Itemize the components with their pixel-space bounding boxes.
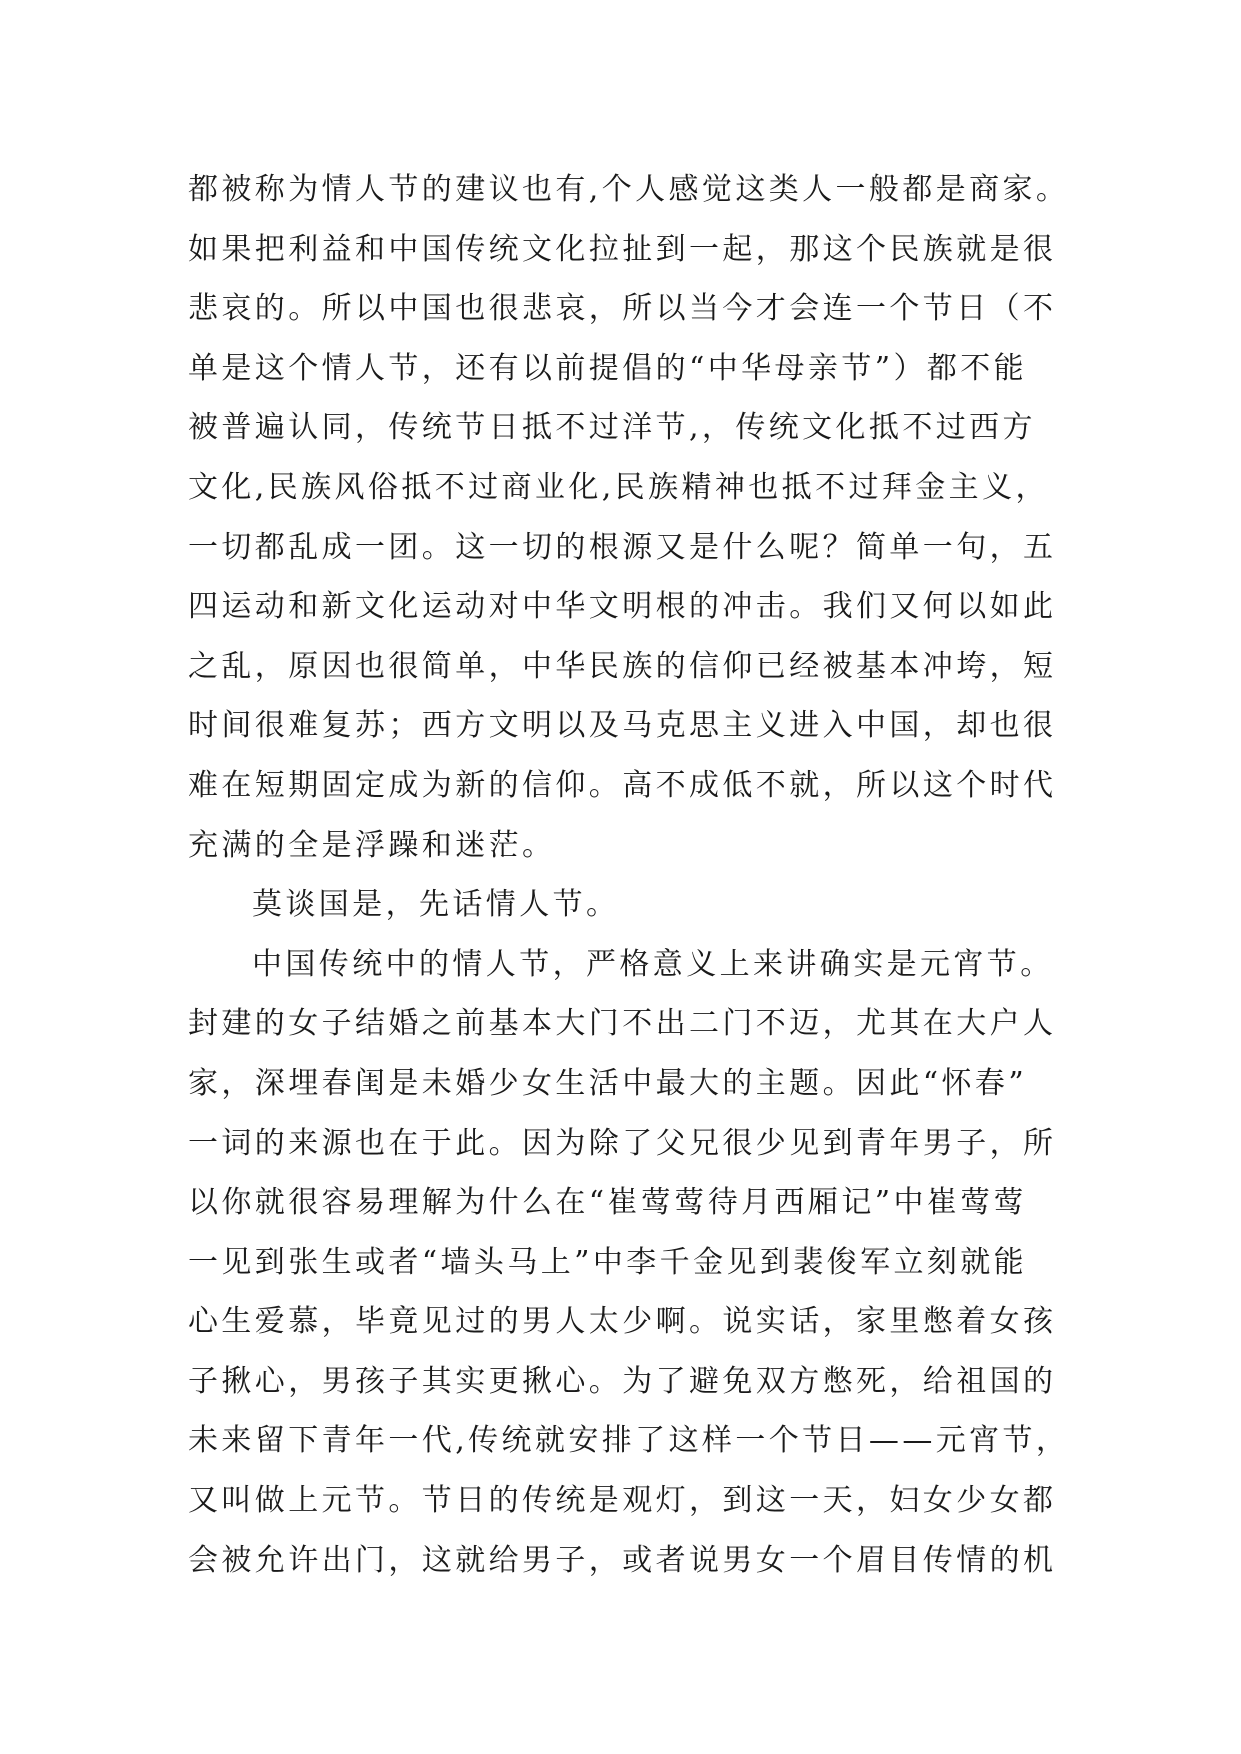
paragraph-start-line: 莫谈国是，先话情人节。 (252, 887, 620, 923)
text-line: 会被允许出门，这就给男子，或者说男女一个眉目传情的机 (188, 1542, 1057, 1578)
text-line: 封建的女子结婚之前基本大门不出二门不迈，尤其在大户人 (188, 1006, 1057, 1042)
text-line: 充满的全是浮躁和迷茫。 (188, 827, 556, 863)
text-line: 一切都乱成一团。这一切的根源又是什么呢？简单一句，五 (188, 529, 1057, 565)
text-line: 如果把利益和中国传统文化拉扯到一起，那这个民族就是很 (188, 231, 1057, 267)
text-line: 以你就很容易理解为什么在“崔莺莺待月西厢记”中崔莺莺 (188, 1185, 1028, 1221)
text-line: 单是这个情人节，还有以前提倡的“中华母亲节”）都不能 (188, 350, 1028, 386)
body-text (188, 160, 1088, 1590)
text-line: 心生爱慕，毕竟见过的男人太少啊。说实话，家里憋着女孩 (188, 1304, 1057, 1340)
text-line: 时间很难复苏；西方文明以及马克思主义进入中国，却也很 (188, 708, 1057, 744)
text-line: 一见到张生或者“墙头马上”中李千金见到裴俊军立刻就能 (188, 1244, 1028, 1280)
paragraph-start-line: 中国传统中的情人节，严格意义上来讲确实是元宵节。 (252, 946, 1054, 982)
text-line: 子揪心，男孩子其实更揪心。为了避免双方憋死，给祖国的 (188, 1363, 1057, 1399)
text-line: 又叫做上元节。节日的传统是观灯，到这一天，妇女少女都 (188, 1483, 1057, 1519)
text-line: 都被称为情人节的建议也有,个人感觉这类人一般都是商家。 (188, 172, 1070, 207)
text-line: 悲哀的。所以中国也很悲哀，所以当今才会连一个节日（不 (188, 291, 1057, 327)
text-line: 未来留下青年一代,传统就安排了这样一个节日——元宵节， (188, 1423, 1070, 1459)
text-line: 一词的来源也在于此。因为除了父兄很少见到青年男子，所 (188, 1125, 1057, 1161)
text-line: 四运动和新文化运动对中华文明根的冲击。我们又何以如此 (188, 589, 1057, 625)
text-line: 文化,民族风俗抵不过商业化,民族精神也抵不过拜金主义， (188, 469, 1049, 505)
text-line: 被普遍认同，传统节日抵不过洋节,，传统文化抵不过西方 (188, 410, 1036, 446)
text-line: 家，深埋春闺是未婚少女生活中最大的主题。因此“怀春” (188, 1065, 1028, 1101)
text-line: 之乱，原因也很简单，中华民族的信仰已经被基本冲垮，短 (188, 648, 1057, 684)
text-line: 难在短期固定成为新的信仰。高不成低不就，所以这个时代 (188, 767, 1057, 803)
